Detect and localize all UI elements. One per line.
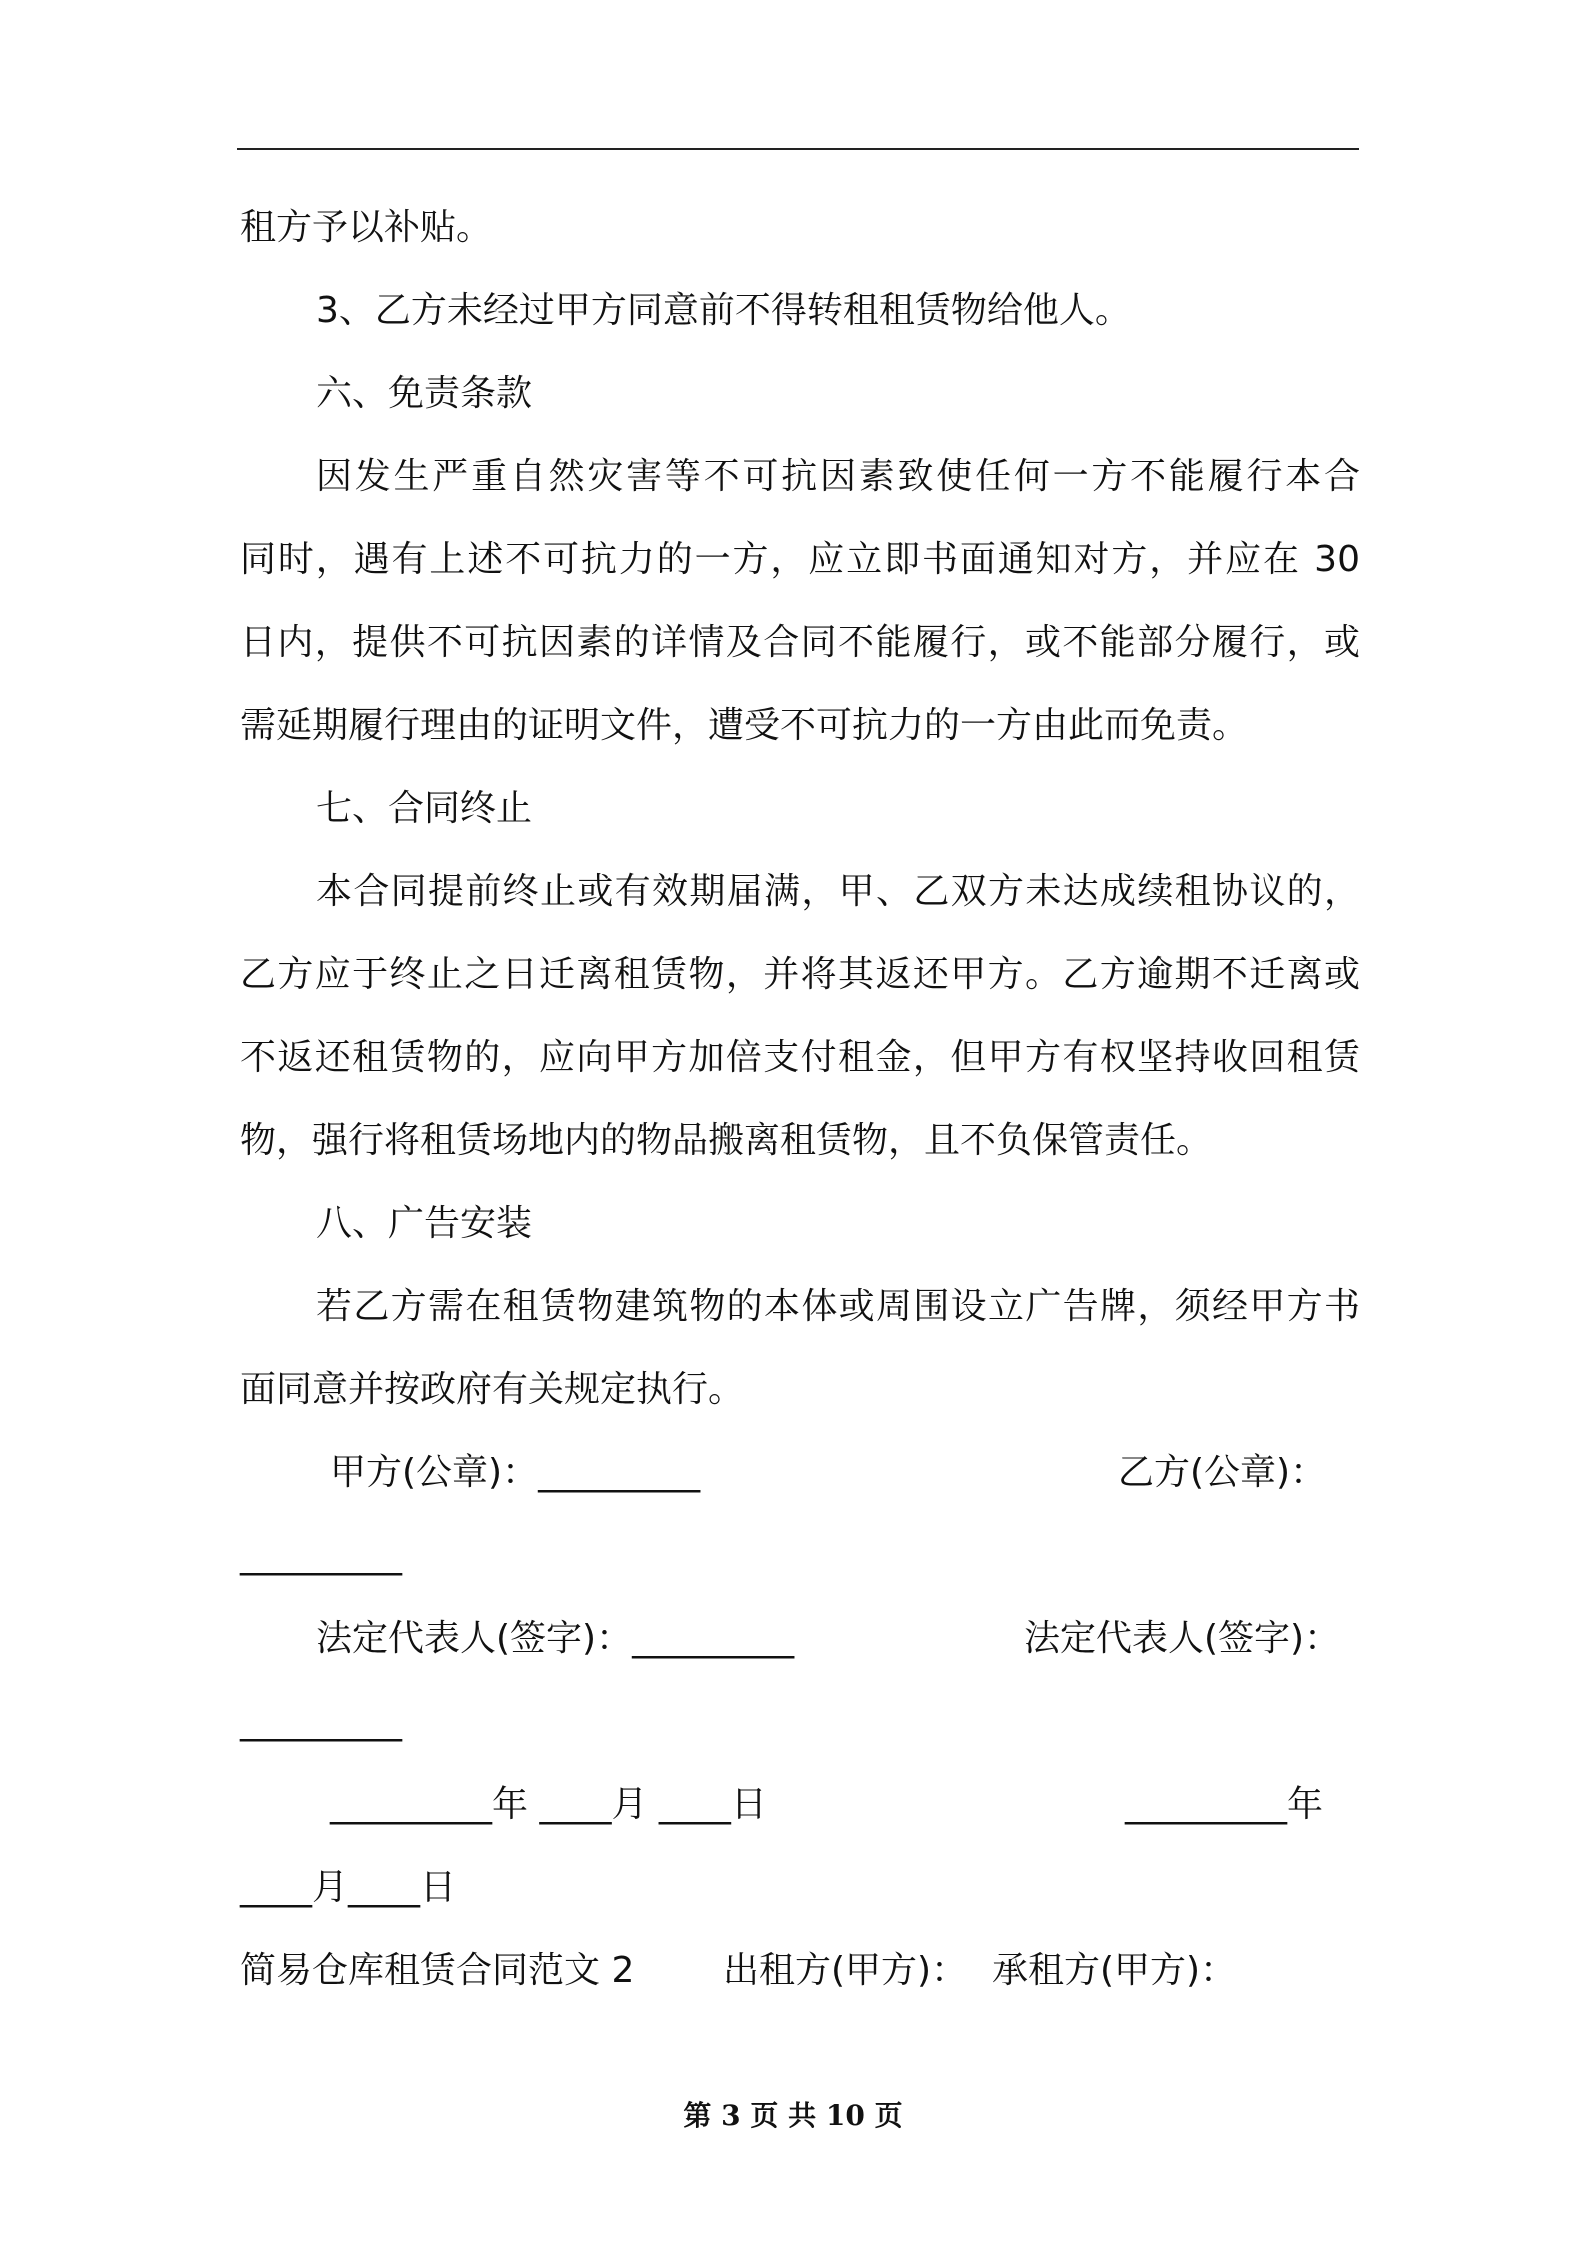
signature-blank: _________: [240, 1701, 402, 1742]
party-b-date-field: _________年: [1125, 1784, 1324, 1825]
paragraph-line: 乙方应于终止之日迁离租赁物，并将其返还甲方。乙方逾期不迁离或: [240, 954, 1360, 995]
header-rule: [237, 148, 1359, 150]
lessor-label: 出租方(甲方)：: [723, 1950, 968, 1991]
party-b-representative-field: 法定代表人(签字)：: [1024, 1618, 1341, 1659]
lessee-label: 承租方(甲方)：: [992, 1950, 1237, 1991]
paragraph-line: 日内，提供不可抗因素的详情及合同不能履行，或不能部分履行，或: [240, 622, 1360, 663]
page-number: 第 3 页 共 10 页: [683, 2099, 903, 2132]
party-a-representative-field: 法定代表人(签字)：_________: [316, 1618, 795, 1659]
party-a-seal-field: 甲方(公章)：_________: [330, 1452, 701, 1493]
paragraph-line: 本合同提前终止或有效期届满，甲、乙双方未达成续租协议的，: [316, 871, 1360, 912]
paragraph-line: 需延期履行理由的证明文件，遭受不可抗力的一方由此而免责。: [240, 705, 1249, 746]
paragraph-line: 租方予以补贴。: [240, 207, 493, 248]
paragraph-line: 物，强行将租赁场地内的物品搬离租赁物，且不负保管责任。: [240, 1120, 1213, 1161]
paragraph-line: 若乙方需在租赁物建筑物的本体或周围设立广告牌，须经甲方书: [316, 1286, 1360, 1327]
section-heading-8: 八、广告安装: [316, 1203, 533, 1244]
paragraph-line: 面同意并按政府有关规定执行。: [240, 1369, 745, 1410]
party-b-date-field-cont: ____月____日: [240, 1867, 457, 1908]
paragraph-line: 同时，遇有上述不可抗力的一方，应立即书面通知对方，并应在 30: [240, 539, 1360, 580]
party-b-seal-field: 乙方(公章)：: [1118, 1452, 1327, 1493]
signature-blank: _________: [240, 1535, 402, 1576]
party-a-date-field: _________年 ____月 ____日: [330, 1784, 767, 1825]
paragraph-line: 不返还租赁物的，应向甲方加倍支付租金，但甲方有权坚持收回租赁: [240, 1037, 1360, 1078]
paragraph-line: 因发生严重自然灾害等不可抗因素致使任何一方不能履行本合: [316, 456, 1360, 497]
section-heading-6: 六、免责条款: [316, 373, 533, 414]
contract-title: 简易仓库租赁合同范文 2: [240, 1950, 635, 1991]
section-heading-7: 七、合同终止: [316, 788, 533, 829]
clause-item-3: 3、乙方未经过甲方同意前不得转租租赁物给他人。: [316, 290, 1131, 331]
